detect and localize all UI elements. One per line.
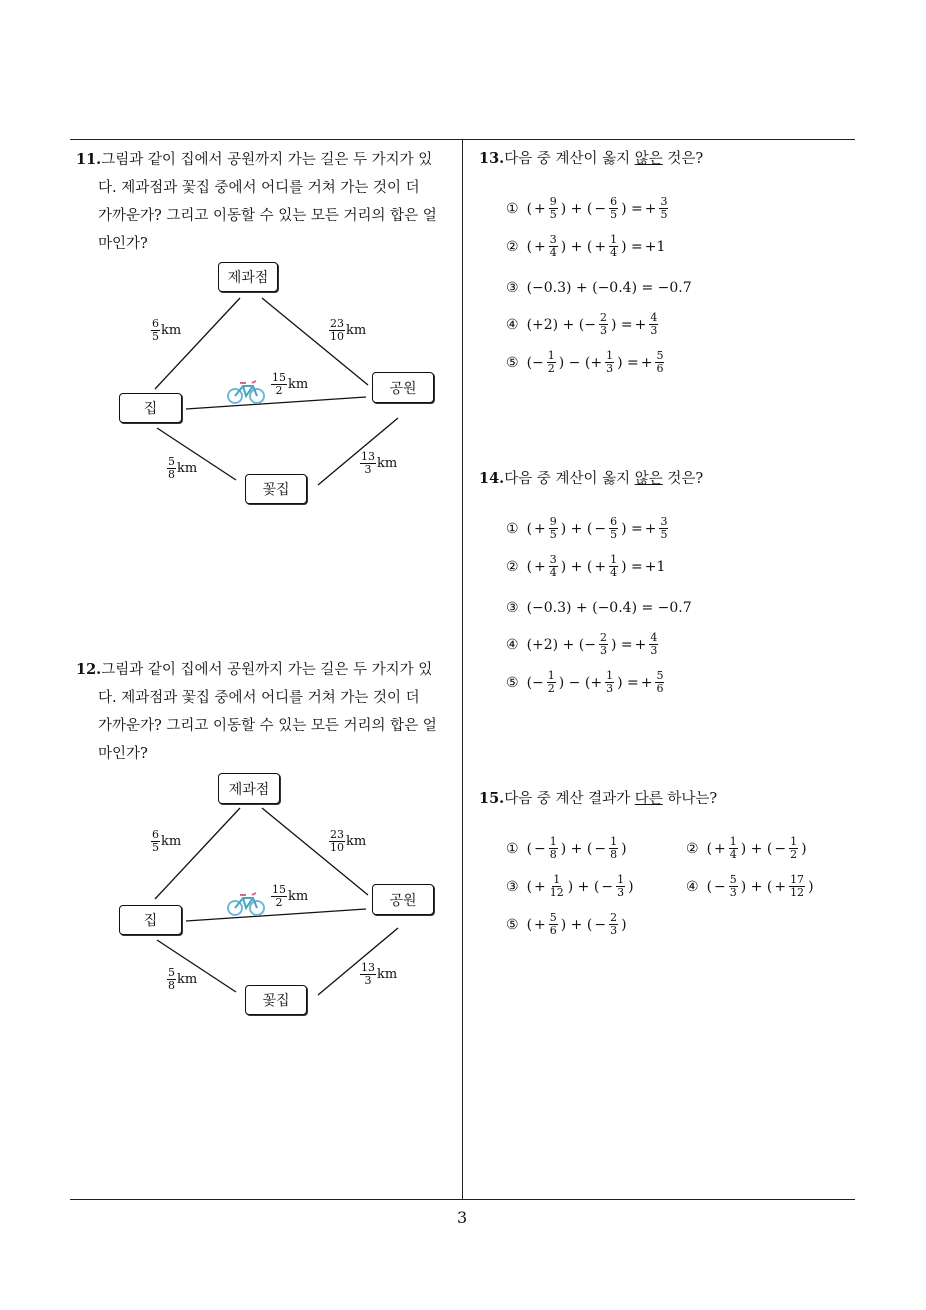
q14-option-2[interactable]: ② ( + $\frac{3}{4}$ ) + ( + $\frac{1}{4}$ ) = +1: [506, 553, 666, 579]
question-emphasis: 않은: [634, 151, 663, 167]
question-text: 것은?: [662, 471, 704, 487]
question-emphasis: 않은: [634, 471, 663, 487]
question-13: [479, 145, 703, 173]
q13-option-5[interactable]: ⑤ (− $\frac{1}{2}$ ) − (+ $\frac{1}{3}$ ) = + $\frac{5}{6}$: [506, 349, 664, 375]
question-text-line: 마인가?: [98, 236, 148, 252]
node-bakery: 제과점: [218, 262, 278, 292]
question-text-line: 가까운가? 그리고 이동할 수 있는 모든 거리의 합은 얼: [98, 208, 437, 224]
question-text-line: 다. 제과점과 꽃집 중에서 어디를 거쳐 가는 것이 더: [98, 180, 420, 196]
question-14: [479, 465, 703, 493]
question-number: 13.: [479, 150, 505, 167]
question-text: 다음 중 계산이 옳지: [504, 471, 635, 487]
question-text: 하나는?: [662, 791, 718, 807]
q14-option-5[interactable]: ⑤ (− $\frac{1}{2}$ ) − (+ $\frac{1}{3}$ ) = + $\frac{5}{6}$: [506, 669, 664, 695]
q14-option-1[interactable]: ① ( + $\frac{9}{5}$ ) + ( − $\frac{6}{5}$ ) = + $\frac{3}{5}$: [506, 515, 668, 541]
q15-option-4[interactable]: ④ ( − $\frac{5}{3}$ ) + ( + $\frac{17}{12}$ ): [686, 873, 814, 899]
distance-home-park: $\frac{15}{2}$ km: [272, 371, 309, 397]
q15-option-3[interactable]: ③ ( + $\frac{1}{12}$ ) + ( − $\frac{1}{3}$ ): [506, 873, 634, 899]
distance-home-bakery: $\frac{6}{5}$ km: [152, 828, 182, 854]
question-15: [479, 785, 717, 813]
question-number: 11.: [76, 151, 102, 168]
distance-bakery-park: $\frac{23}{10}$ km: [330, 828, 367, 854]
question-text-line: 마인가?: [98, 746, 148, 762]
distance-home-flower: $\frac{5}{8}$ km: [168, 455, 198, 481]
question-emphasis: 다른: [634, 791, 663, 807]
q13-option-1[interactable]: ① ( + $\frac{9}{5}$ ) + ( − $\frac{6}{5}$ ) = + $\frac{3}{5}$: [506, 195, 668, 221]
question-number: 12.: [76, 661, 102, 678]
distance-flower-park: $\frac{13}{3}$ km: [361, 961, 398, 987]
node-home: 집: [119, 905, 182, 935]
distance-bakery-park: $\frac{23}{10}$ km: [330, 317, 367, 343]
distance-home-flower: $\frac{5}{8}$ km: [168, 966, 198, 992]
page-number: 3: [457, 1208, 468, 1227]
q14-option-3[interactable]: ③ (−0.3) + (−0.4) = −0.7: [506, 600, 692, 616]
question-text-line: 다. 제과점과 꽃집 중에서 어디를 거쳐 가는 것이 더: [98, 690, 420, 706]
node-park: 공원: [372, 884, 434, 915]
question-text: 것은?: [662, 151, 704, 167]
q14-option-4[interactable]: ④ (+2) + (− $\frac{2}{3}$ ) = + $\frac{4}{3}$: [506, 631, 658, 657]
distance-home-park: $\frac{15}{2}$ km: [272, 883, 309, 909]
q15-option-1[interactable]: ① ( − $\frac{1}{8}$ ) + ( − $\frac{1}{8}$ ): [506, 835, 627, 861]
node-flower-shop: 꽃집: [245, 985, 307, 1015]
distance-home-bakery: $\frac{6}{5}$ km: [152, 317, 182, 343]
node-bakery: 제과점: [218, 773, 280, 804]
question-text-line: 그림과 같이 집에서 공원까지 가는 길은 두 가지가 있: [101, 152, 433, 168]
node-flower-shop: 꽃집: [245, 474, 307, 504]
q15-option-2[interactable]: ② ( + $\frac{1}{4}$ ) + ( − $\frac{1}{2}$ ): [686, 835, 807, 861]
q15-option-5[interactable]: ⑤ ( + $\frac{5}{6}$ ) + ( − $\frac{2}{3}$ ): [506, 911, 627, 937]
question-text: 다음 중 계산 결과가: [504, 791, 635, 807]
question-text-line: 그림과 같이 집에서 공원까지 가는 길은 두 가지가 있: [101, 662, 433, 678]
question-text-line: 가까운가? 그리고 이동할 수 있는 모든 거리의 합은 얼: [98, 718, 437, 734]
bicycle-icon: [226, 891, 266, 917]
q13-option-2[interactable]: ② ( + $\frac{3}{4}$ ) + ( + $\frac{1}{4}$ ) = +1: [506, 233, 666, 259]
question-text: 다음 중 계산이 옳지: [504, 151, 635, 167]
distance-flower-park: $\frac{13}{3}$ km: [361, 450, 398, 476]
node-home: 집: [119, 393, 182, 423]
question-number: 14.: [479, 470, 505, 487]
q13-option-4[interactable]: ④ (+2) + (− $\frac{2}{3}$ ) = + $\frac{4}{3}$: [506, 311, 658, 337]
q13-option-3[interactable]: ③ (−0.3) + (−0.4) = −0.7: [506, 280, 692, 296]
node-park: 공원: [372, 372, 434, 403]
question-number: 15.: [479, 790, 505, 807]
